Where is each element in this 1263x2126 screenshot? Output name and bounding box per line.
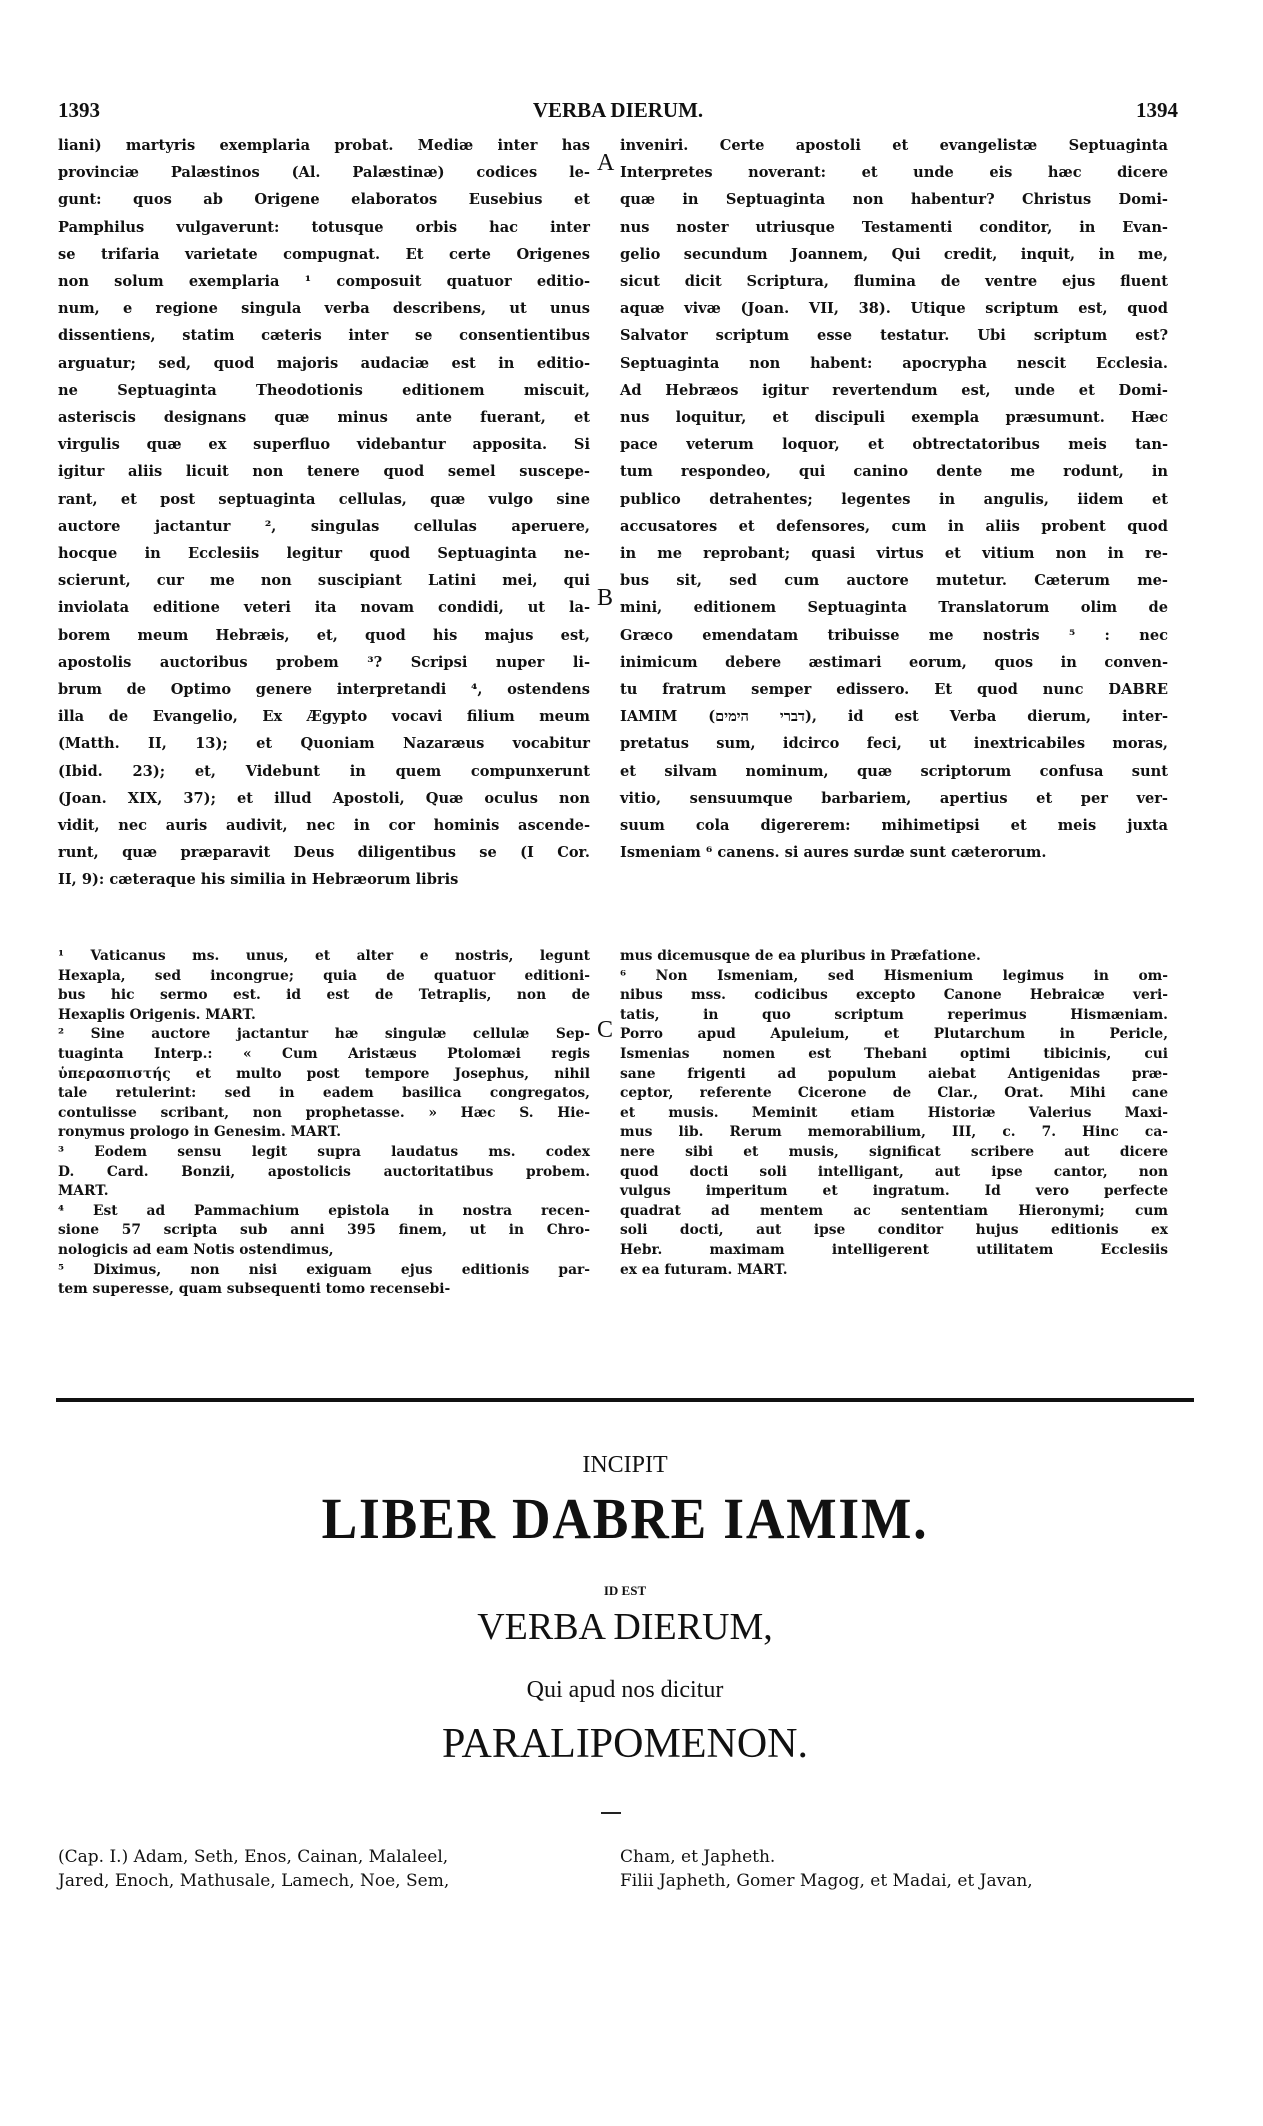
text-line: (Matth. II, 13); et Quoniam Nazaræus vocabitur <box>58 735 590 753</box>
text-line: Ad Hebræos igitur revertendum est, unde et Domi- <box>620 381 1168 399</box>
text-line: num, e regione singula verba describens, ut unus <box>58 300 590 318</box>
text-line: Ismeniam ⁶ canens. si aures surdæ sunt cæterorum. <box>620 844 1047 862</box>
text-line: gunt: quos ab Origene elaboratos Eusebius et <box>58 191 590 209</box>
text-line: mini, editionem Septuaginta Translatorum olim de <box>620 599 1168 617</box>
text-line: bus sit, sed cum auctore mutetur. Cæterum me- <box>620 572 1168 590</box>
text-line: et silvam nominum, quæ scriptorum confusa sunt <box>620 762 1168 780</box>
right-page-number: 1394 <box>1136 98 1178 122</box>
text-line: virgulis quæ ex superfluo videbantur apposita. Si <box>58 436 590 454</box>
text-line: Interpretes noverant: et unde eis hæc dicere <box>620 164 1168 182</box>
text-line: suum cola digererem: mihimetipsi et meis juxta <box>620 817 1168 835</box>
text-line: nus loquitur, et discipuli exempla præsumunt. Hæc <box>620 409 1168 427</box>
text-line: sane frigenti ad populum aiebat Antigenidas præ- <box>620 1065 1168 1082</box>
text-line: vulgus imperitum et ingratum. Id vero perfecte <box>620 1183 1168 1200</box>
text-line: aquæ vivæ (Joan. VII, 38). Utique scriptum est, quod <box>620 300 1168 318</box>
id-est-label: ID EST <box>603 1583 647 1598</box>
text-line: (Ibid. 23); et, Videbunt in quem compunxerunt <box>58 762 590 780</box>
text-line: nus noster utriusque Testamenti conditor, in Evan- <box>620 218 1168 236</box>
text-line: Cham, et Japheth. <box>620 1847 776 1867</box>
text-line: mus dicemusque de ea pluribus in Præfatione. <box>620 948 981 964</box>
left-page-number: 1393 <box>58 98 100 122</box>
text-line: gelio secundum Joannem, Qui credit, inquit, in me, <box>620 245 1168 263</box>
text-line: mus lib. Rerum memorabilium, III, c. 7. Hinc ca- <box>620 1124 1168 1141</box>
text-line: pretatus sum, idcirco feci, ut inextricabiles moras, <box>620 735 1168 753</box>
text-line: scierunt, cur me non suscipiant Latini mei, qui <box>58 572 590 590</box>
text-line: ⁴ Est ad Pammachium epistola in nostra recen- <box>58 1202 590 1219</box>
short-rule <box>601 1812 621 1814</box>
chapter-one-left <box>58 1845 618 1893</box>
text-line: se trifaria varietate compugnat. Et certe Origenes <box>58 245 590 263</box>
text-line: inveniri. Certe apostoli et evangelistæ Septuaginta <box>620 137 1168 154</box>
text-line: in me reprobant; quasi virtus et vitium non in re- <box>620 545 1168 563</box>
text-line: asteriscis designans quæ minus ante fuerant, et <box>58 409 590 427</box>
text-line: ne Septuaginta Theodotionis editionem miscuit, <box>58 381 590 399</box>
text-line: MART. <box>58 1183 109 1200</box>
text-line: illa de Evangelio, Ex Ægypto vocavi filium meum <box>58 708 590 726</box>
subtitle-verba-dierum: VERBA DIERUM, <box>477 1606 773 1648</box>
text-line: brum de Optimo genere interpretandi ⁴, ostendens <box>58 681 590 699</box>
text-line: tem superesse, quam subsequenti tomo recensebi- <box>58 1281 451 1298</box>
text-line: quadrat ad mentem ac sententiam Hieronymi; cum <box>620 1202 1168 1219</box>
text-line: quod docti soli intelligant, aut ipse cantor, non <box>620 1163 1168 1180</box>
text-line: auctore jactantur ², singulas cellulas aperuere, <box>58 517 590 535</box>
text-line: vidit, nec auris audivit, nec in cor hominis ascende- <box>58 817 590 835</box>
text-line: tale retulerint: sed in eadem basilica congregatos, <box>58 1085 590 1102</box>
text-line: publico detrahentes; legentes in angulis, iidem et <box>620 490 1168 508</box>
text-line: Ismenias nomen est Thebani optimi tibicinis, cui <box>620 1045 1168 1062</box>
text-line: contulisse scribant, non prophetasse. » Hæc S. Hie- <box>58 1104 590 1121</box>
text-line: Jared, Enoch, Mathusale, Lamech, Noe, Sem, <box>58 1871 450 1891</box>
text-line: non solum exemplaria ¹ composuit quatuor editio- <box>58 273 590 291</box>
text-line: Septuaginta non habent: apocrypha nescit Ecclesia. <box>620 354 1168 372</box>
text-line: provinciæ Palæstinos (Al. Palæstinæ) codices le- <box>58 164 590 182</box>
text-line: D. Card. Bonzii, apostolicis auctoritatibus probem. <box>58 1163 590 1180</box>
text-line: tuaginta Interp.: « Cum Aristæus Ptolomæi regis <box>58 1045 590 1062</box>
right-footnotes <box>620 947 1168 1280</box>
incipit-heading: INCIPIT <box>582 1452 668 1478</box>
text-line: accusatores et defensores, cum in aliis probent quod <box>620 517 1168 535</box>
text-line: liani) martyris exemplaria probat. Mediæ inter has <box>58 137 590 154</box>
text-line: quæ in Septuaginta non habentur? Christus Domi- <box>620 191 1168 209</box>
text-line: soli docti, aut ipse conditor hujus editionis ex <box>620 1222 1168 1239</box>
text-line: runt, quæ præparavit Deus diligentibus se (I Cor. <box>58 844 590 862</box>
text-line: vitio, sensuumque barbariem, apertius et per ver- <box>620 789 1168 807</box>
text-line: Hexaplis Origenis. MART. <box>58 1006 256 1023</box>
right-column-text <box>620 132 1168 866</box>
text-line: ³ Eodem sensu legit supra laudatus ms. codex <box>58 1143 590 1160</box>
text-line: IAMIM (דברי הימים), id est Verba dierum, inter- <box>620 708 1169 726</box>
subtitle-paralipomenon: PARALIPOMENON. <box>441 1721 808 1767</box>
margin-mark-b: B <box>597 585 614 611</box>
text-line: inviolata editione veteri ita novam condidi, ut la- <box>58 599 590 617</box>
text-line: Salvator scriptum esse testatur. Ubi scriptum est? <box>620 327 1168 345</box>
text-line: (Joan. XIX, 37); et illud Apostoli, Quæ oculus non <box>58 789 590 807</box>
text-line: ² Sine auctore jactantur hæ singulæ cellulæ Sep- <box>58 1026 590 1043</box>
left-column-text <box>58 132 590 894</box>
text-line: nibus mss. codicibus excepto Canone Hebraicæ veri- <box>620 987 1168 1004</box>
running-title: VERBA DIERUM. <box>532 98 704 122</box>
chapter-one-right <box>620 1845 1180 1893</box>
text-line: ¹ Vaticanus ms. unus, et alter e nostris, legunt <box>58 948 590 964</box>
text-line: rant, et post septuaginta cellulas, quæ vulgo sine <box>58 490 590 508</box>
text-line: tum respondeo, qui canino dente me rodunt, in <box>620 463 1168 481</box>
margin-mark-a: A <box>597 150 615 176</box>
text-line: tatis, in quo scriptum reperimus Hismæniam. <box>620 1006 1168 1023</box>
text-line: ex ea futuram. MART. <box>620 1261 788 1278</box>
text-line: arguatur; sed, quod majoris audaciæ est in editio- <box>58 354 590 372</box>
text-line: Pamphilus vulgaverunt: totusque orbis hac inter <box>58 218 590 236</box>
margin-mark-c: C <box>597 1017 614 1043</box>
text-line: ὑπερασπιστής et multo post tempore Josephus, nihil <box>58 1065 590 1082</box>
text-line: Porro apud Apuleium, et Plutarchum in Pericle, <box>620 1026 1168 1043</box>
text-line: ⁵ Diximus, non nisi exiguam ejus editionis par- <box>58 1261 590 1278</box>
book-title: LIBER DABRE IAMIM. <box>321 1486 929 1551</box>
text-line: nere sibi et musis, significat scribere aut dicere <box>620 1143 1168 1160</box>
text-line: pace veterum loquor, et obtrectatoribus meis tan- <box>620 436 1168 454</box>
text-line: ⁶ Non Ismeniam, sed Hismenium legimus in om- <box>620 967 1168 984</box>
text-line: igitur aliis licuit non tenere quod semel suscepe- <box>58 463 590 481</box>
text-line: ceptor, referente Cicerone de Clar., Orat. Mihi cane <box>620 1085 1168 1102</box>
text-line: II, 9): cæteraque his similia in Hebræorum libris <box>58 871 459 889</box>
text-line: hocque in Ecclesiis legitur quod Septuaginta ne- <box>58 545 590 563</box>
text-line: ronymus prologo in Genesim. MART. <box>58 1124 342 1141</box>
left-footnotes <box>58 947 590 1300</box>
text-line: et musis. Meminit etiam Historiæ Valerius Maxi- <box>620 1104 1168 1121</box>
text-line: nologicis ad eam Notis ostendimus, <box>58 1241 334 1258</box>
running-header <box>58 98 1178 122</box>
subtitle-qui-apud: Qui apud nos dicitur <box>526 1677 724 1703</box>
text-line: dissentiens, statim cæteris inter se consentientibus <box>58 327 590 345</box>
text-line: borem meum Hebræis, et, quod his majus est, <box>58 626 590 644</box>
text-line: sicut dicit Scriptura, flumina de ventre ejus fluent <box>620 273 1168 291</box>
text-line: apostolis auctoribus probem ³? Scripsi nuper li- <box>58 653 590 671</box>
section-divider <box>56 1398 1194 1402</box>
text-line: sione 57 scripta sub anni 395 finem, ut in Chro- <box>58 1222 590 1239</box>
text-line: Græco emendatam tribuisse me nostris ⁵ : nec <box>620 626 1168 644</box>
text-line: (Cap. I.) Adam, Seth, Enos, Cainan, Malaleel, <box>58 1847 449 1867</box>
text-line: bus hic sermo est. id est de Tetraplis, non de <box>58 987 590 1004</box>
text-line: Hebr. maximam intelligerent utilitatem Ecclesiis <box>620 1241 1168 1258</box>
text-line: tu fratrum semper edissero. Et quod nunc DABRE <box>620 681 1168 699</box>
text-line: Filii Japheth, Gomer Magog, et Madai, et Javan, <box>620 1871 1033 1891</box>
text-line: inimicum debere æstimari eorum, quos in conven- <box>620 653 1168 671</box>
text-line: Hexapla, sed incongrue; quia de quatuor editioni- <box>58 967 590 984</box>
